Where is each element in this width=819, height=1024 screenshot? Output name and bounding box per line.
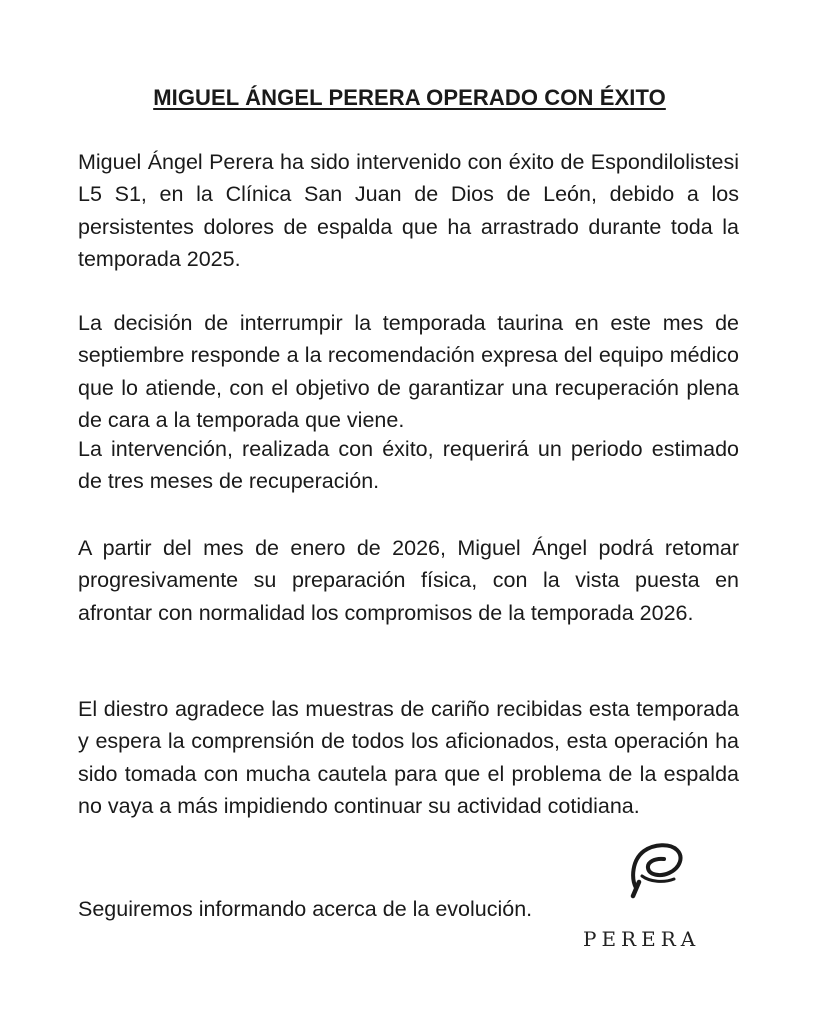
paragraph-season-decision: La decisión de interrumpir la temporada taurina en este mes de septiembre responde a la recomendación expresa del equipo médico que lo atiende, con el objetivo de garantizar una recuperación plena de cara a la temporada que viene. [78, 311, 739, 432]
paragraph-closing: Seguiremos informando acerca de la evolución. [78, 897, 533, 921]
signature-p-icon [622, 838, 692, 900]
paragraph-recovery-period: La intervención, realizada con éxito, requerirá un periodo estimado de tres meses de recuperación. [78, 437, 739, 494]
logo-wordmark: PERERA [583, 927, 701, 951]
paragraph-return-plan: A partir del mes de enero de 2026, Miguel Ángel podrá retomar progresivamente su preparación física, con la vista puesta en afrontar con normalidad los compromisos de la temporada 2026. [78, 536, 739, 625]
paragraph-surgery: Miguel Ángel Perera ha sido intervenido con éxito de Espondilolistesi L5 S1, en la Clínica San Juan de Dios de León, debido a los persistentes dolores de espalda que ha arrastrado durante toda la temporada 2025. [78, 150, 739, 271]
paragraph-gratitude: El diestro agradece las muestras de cariño recibidas esta temporada y espera la comprensión de todos los aficionados, esta operación ha sido tomada con mucha cautela para que el problema de la espalda no vaya a más impidiendo continuar su actividad cotidiana. [78, 697, 739, 818]
page-title: MIGUEL ÁNGEL PERERA OPERADO CON ÉXITO [153, 85, 666, 110]
